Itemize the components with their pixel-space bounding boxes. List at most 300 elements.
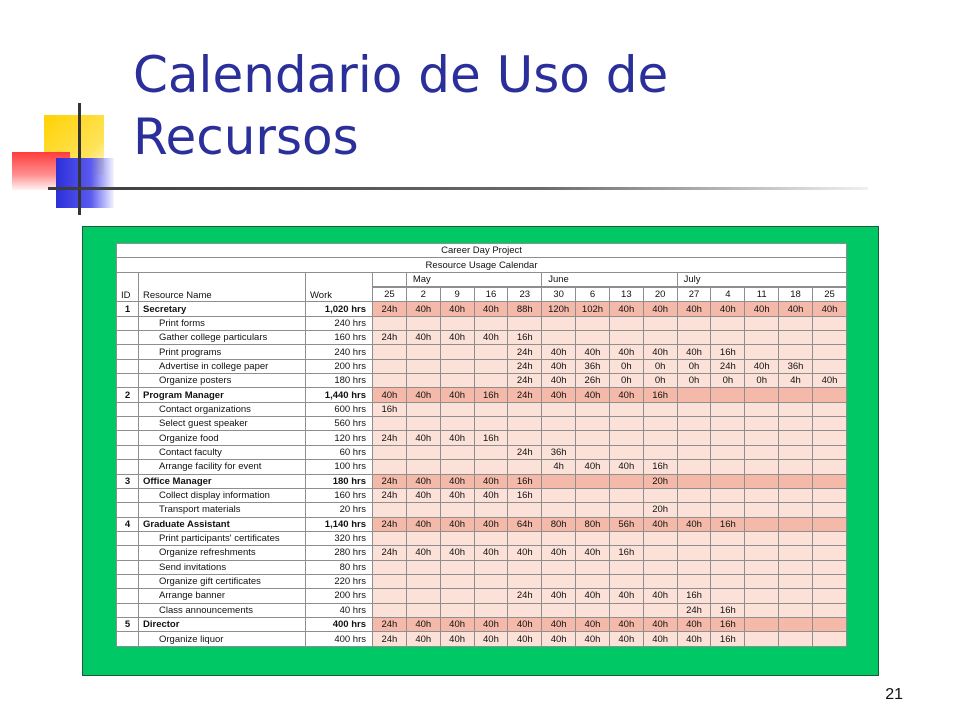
task-name: Contact faculty [139, 445, 306, 459]
month-label-june: June [542, 272, 677, 286]
work-hours: 240 hrs [306, 345, 373, 359]
row-id [117, 488, 139, 502]
usage-cell [373, 574, 407, 588]
task-name: Class announcements [139, 603, 306, 617]
usage-cell [576, 474, 610, 488]
usage-cell: 16h [711, 632, 745, 647]
usage-cell [711, 589, 745, 603]
usage-cell [508, 460, 542, 474]
row-id [117, 560, 139, 574]
usage-cell: 0h [677, 374, 711, 388]
usage-cell [576, 417, 610, 431]
calendar-table [116, 243, 847, 647]
resource-name: Office Manager [139, 474, 306, 488]
usage-cell [779, 488, 813, 502]
usage-cell: 40h [576, 546, 610, 560]
usage-cell [745, 488, 779, 502]
resource-summary-row [117, 302, 847, 316]
usage-cell [474, 417, 508, 431]
usage-cell: 16h [643, 460, 677, 474]
usage-cell [812, 359, 846, 373]
usage-cell [440, 345, 474, 359]
usage-cell: 16h [677, 589, 711, 603]
usage-cell: 24h [677, 603, 711, 617]
calendar-subtitle: Resource Usage Calendar [117, 258, 847, 272]
usage-cell [373, 603, 407, 617]
usage-cell [609, 431, 643, 445]
usage-cell [779, 316, 813, 330]
usage-cell: 16h [609, 546, 643, 560]
usage-cell [677, 417, 711, 431]
usage-cell [609, 417, 643, 431]
usage-cell: 40h [779, 302, 813, 316]
usage-cell: 40h [609, 460, 643, 474]
usage-cell [812, 617, 846, 631]
usage-cell: 40h [542, 546, 576, 560]
usage-cell [406, 445, 440, 459]
usage-cell: 40h [406, 331, 440, 345]
usage-cell: 40h [576, 345, 610, 359]
task-row [117, 574, 847, 588]
usage-cell: 40h [406, 431, 440, 445]
task-name: Organize gift certificates [139, 574, 306, 588]
usage-cell [474, 589, 508, 603]
usage-cell [779, 632, 813, 647]
usage-cell: 0h [745, 374, 779, 388]
usage-cell [440, 560, 474, 574]
usage-cell [812, 574, 846, 588]
task-name: Print participants' certificates [139, 531, 306, 545]
usage-cell [745, 460, 779, 474]
usage-cell [440, 402, 474, 416]
usage-cell [812, 445, 846, 459]
task-row [117, 560, 847, 574]
usage-cell [508, 560, 542, 574]
usage-cell [508, 503, 542, 517]
task-row [117, 345, 847, 359]
task-row [117, 503, 847, 517]
usage-cell [677, 388, 711, 402]
usage-cell [711, 445, 745, 459]
usage-cell: 40h [474, 546, 508, 560]
resource-name: Director [139, 617, 306, 631]
usage-cell [711, 417, 745, 431]
usage-cell: 120h [542, 302, 576, 316]
usage-cell: 0h [609, 359, 643, 373]
usage-cell [643, 574, 677, 588]
usage-cell [474, 560, 508, 574]
calendar-project-title: Career Day Project [117, 244, 847, 258]
task-name: Collect display information [139, 488, 306, 502]
usage-cell: 24h [711, 359, 745, 373]
row-id [117, 574, 139, 588]
row-id [117, 589, 139, 603]
usage-cell [373, 589, 407, 603]
usage-cell [677, 488, 711, 502]
usage-cell: 80h [576, 517, 610, 531]
usage-cell [576, 488, 610, 502]
usage-cell [609, 560, 643, 574]
usage-cell [609, 316, 643, 330]
usage-cell: 40h [406, 488, 440, 502]
usage-cell [406, 417, 440, 431]
work-hours: 100 hrs [306, 460, 373, 474]
usage-cell [779, 617, 813, 631]
usage-cell [745, 603, 779, 617]
row-id [117, 531, 139, 545]
usage-cell [812, 488, 846, 502]
usage-cell: 26h [576, 374, 610, 388]
usage-cell [576, 574, 610, 588]
task-row [117, 402, 847, 416]
usage-cell: 16h [711, 603, 745, 617]
usage-cell [711, 431, 745, 445]
usage-cell: 88h [508, 302, 542, 316]
task-row [117, 460, 847, 474]
usage-cell: 40h [643, 632, 677, 647]
usage-cell [745, 388, 779, 402]
week-label: 18 [779, 288, 813, 302]
usage-cell [677, 546, 711, 560]
usage-cell [440, 417, 474, 431]
usage-cell: 40h [440, 474, 474, 488]
usage-cell: 40h [609, 617, 643, 631]
usage-cell: 40h [542, 359, 576, 373]
task-name: Arrange facility for event [139, 460, 306, 474]
work-hours: 20 hrs [306, 503, 373, 517]
task-row [117, 488, 847, 502]
row-id [117, 417, 139, 431]
usage-cell: 40h [542, 388, 576, 402]
task-row [117, 316, 847, 330]
row-id [117, 503, 139, 517]
task-row [117, 632, 847, 647]
usage-cell [440, 460, 474, 474]
work-hours: 40 hrs [306, 603, 373, 617]
usage-cell: 40h [745, 359, 779, 373]
task-name: Send invitations [139, 560, 306, 574]
task-row [117, 431, 847, 445]
work-hours: 400 hrs [306, 632, 373, 647]
row-id [117, 445, 139, 459]
usage-cell: 40h [542, 617, 576, 631]
slide-title-line2: Recursos [133, 108, 359, 166]
row-id: 4 [117, 517, 139, 531]
usage-cell [406, 460, 440, 474]
slide-title-line1: Calendario de Uso de [133, 46, 669, 104]
usage-cell [609, 603, 643, 617]
week-label: 4 [711, 288, 745, 302]
usage-cell: 16h [508, 488, 542, 502]
usage-cell: 40h [677, 517, 711, 531]
week-label: 2 [406, 288, 440, 302]
usage-cell [474, 460, 508, 474]
task-row [117, 359, 847, 373]
usage-cell [745, 589, 779, 603]
usage-cell [542, 474, 576, 488]
usage-cell [373, 359, 407, 373]
usage-cell: 40h [812, 302, 846, 316]
usage-cell [812, 345, 846, 359]
usage-cell [576, 560, 610, 574]
usage-cell [643, 560, 677, 574]
usage-cell: 40h [440, 546, 474, 560]
usage-cell: 4h [779, 374, 813, 388]
usage-cell [406, 402, 440, 416]
usage-cell [812, 316, 846, 330]
usage-cell [440, 359, 474, 373]
usage-cell [406, 589, 440, 603]
usage-cell [745, 617, 779, 631]
usage-cell: 16h [508, 331, 542, 345]
task-name: Contact organizations [139, 402, 306, 416]
task-name: Arrange banner [139, 589, 306, 603]
usage-cell [474, 445, 508, 459]
usage-cell [779, 417, 813, 431]
usage-cell [779, 345, 813, 359]
usage-cell: 24h [508, 445, 542, 459]
usage-cell [677, 560, 711, 574]
usage-cell: 40h [677, 632, 711, 647]
task-row [117, 603, 847, 617]
usage-cell [474, 359, 508, 373]
usage-cell [440, 445, 474, 459]
usage-cell: 16h [474, 431, 508, 445]
usage-cell [677, 574, 711, 588]
usage-cell: 16h [373, 402, 407, 416]
usage-cell [609, 445, 643, 459]
usage-cell [745, 560, 779, 574]
usage-cell [542, 488, 576, 502]
usage-cell [677, 503, 711, 517]
usage-cell: 16h [711, 617, 745, 631]
usage-cell [711, 503, 745, 517]
task-name: Organize refreshments [139, 546, 306, 560]
usage-cell [711, 488, 745, 502]
usage-cell: 40h [542, 632, 576, 647]
work-hours: 200 hrs [306, 589, 373, 603]
usage-cell [812, 546, 846, 560]
usage-cell [779, 503, 813, 517]
usage-cell [779, 603, 813, 617]
usage-cell: 40h [609, 388, 643, 402]
usage-cell: 40h [406, 388, 440, 402]
work-hours: 400 hrs [306, 617, 373, 631]
usage-cell: 40h [474, 474, 508, 488]
task-row [117, 589, 847, 603]
usage-cell [406, 374, 440, 388]
task-name: Print forms [139, 316, 306, 330]
work-hours: 1,140 hrs [306, 517, 373, 531]
month-label-july: July [677, 272, 846, 286]
usage-cell [711, 560, 745, 574]
usage-cell [711, 546, 745, 560]
usage-cell [474, 503, 508, 517]
usage-cell [542, 417, 576, 431]
task-name: Organize posters [139, 374, 306, 388]
usage-cell: 40h [406, 474, 440, 488]
usage-cell [711, 402, 745, 416]
usage-cell [474, 603, 508, 617]
usage-cell [779, 517, 813, 531]
usage-cell: 40h [643, 302, 677, 316]
usage-cell [745, 517, 779, 531]
usage-cell [677, 474, 711, 488]
usage-cell [406, 503, 440, 517]
id-column-header: ID [117, 272, 139, 302]
resource-name: Program Manager [139, 388, 306, 402]
usage-cell: 40h [373, 388, 407, 402]
usage-cell: 0h [643, 374, 677, 388]
usage-cell [745, 345, 779, 359]
usage-cell [711, 316, 745, 330]
work-hours: 120 hrs [306, 431, 373, 445]
ornament-vertical-line [78, 103, 81, 215]
usage-cell: 16h [711, 345, 745, 359]
usage-cell [677, 531, 711, 545]
usage-cell [508, 603, 542, 617]
title-underline [48, 187, 868, 190]
usage-cell: 24h [373, 546, 407, 560]
usage-cell: 24h [373, 331, 407, 345]
row-id [117, 431, 139, 445]
usage-cell [609, 402, 643, 416]
week-label: 16 [474, 288, 508, 302]
usage-cell [373, 503, 407, 517]
work-hours: 160 hrs [306, 331, 373, 345]
week-label: 11 [745, 288, 779, 302]
usage-cell [812, 417, 846, 431]
usage-cell: 40h [440, 488, 474, 502]
usage-cell [779, 574, 813, 588]
work-hours: 600 hrs [306, 402, 373, 416]
usage-cell [643, 546, 677, 560]
usage-cell [812, 517, 846, 531]
usage-cell [542, 531, 576, 545]
usage-cell [745, 632, 779, 647]
usage-cell: 16h [711, 517, 745, 531]
row-id [117, 546, 139, 560]
work-hours: 320 hrs [306, 531, 373, 545]
usage-cell: 40h [474, 517, 508, 531]
usage-cell [576, 603, 610, 617]
row-id [117, 402, 139, 416]
resource-summary-row [117, 474, 847, 488]
usage-cell [609, 503, 643, 517]
usage-cell: 0h [643, 359, 677, 373]
week-label: 25 [812, 288, 846, 302]
usage-cell: 40h [812, 374, 846, 388]
usage-cell: 40h [609, 589, 643, 603]
usage-cell [711, 388, 745, 402]
week-label: 27 [677, 288, 711, 302]
usage-cell: 24h [508, 345, 542, 359]
usage-cell [542, 316, 576, 330]
task-row [117, 417, 847, 431]
usage-cell [406, 574, 440, 588]
month-header-row [117, 272, 847, 286]
work-hours: 280 hrs [306, 546, 373, 560]
work-hours: 180 hrs [306, 474, 373, 488]
usage-cell [406, 359, 440, 373]
usage-cell [779, 388, 813, 402]
usage-cell: 36h [542, 445, 576, 459]
week-label: 25 [373, 288, 407, 302]
usage-cell [440, 503, 474, 517]
usage-cell: 16h [643, 388, 677, 402]
usage-cell: 40h [440, 517, 474, 531]
usage-cell: 56h [609, 517, 643, 531]
resource-name: Graduate Assistant [139, 517, 306, 531]
usage-cell [711, 460, 745, 474]
usage-cell [576, 316, 610, 330]
usage-cell [643, 603, 677, 617]
usage-cell: 24h [373, 517, 407, 531]
row-id [117, 603, 139, 617]
usage-cell: 20h [643, 503, 677, 517]
usage-cell: 40h [711, 302, 745, 316]
usage-cell [677, 316, 711, 330]
usage-cell: 40h [440, 617, 474, 631]
usage-cell: 40h [643, 345, 677, 359]
usage-cell [440, 589, 474, 603]
resource-name-column-header: Resource Name [139, 272, 306, 302]
usage-cell [474, 531, 508, 545]
resource-summary-row [117, 617, 847, 631]
usage-cell: 40h [406, 302, 440, 316]
work-hours: 240 hrs [306, 316, 373, 330]
usage-cell [576, 503, 610, 517]
usage-cell: 40h [440, 388, 474, 402]
usage-cell: 102h [576, 302, 610, 316]
usage-cell [542, 431, 576, 445]
usage-cell [474, 345, 508, 359]
usage-cell: 24h [373, 431, 407, 445]
usage-cell [812, 474, 846, 488]
usage-cell [812, 331, 846, 345]
usage-cell [779, 331, 813, 345]
task-name: Print programs [139, 345, 306, 359]
usage-cell: 40h [542, 345, 576, 359]
usage-cell [745, 531, 779, 545]
usage-cell [474, 574, 508, 588]
usage-cell: 40h [474, 632, 508, 647]
ornament-blue-square [56, 158, 114, 208]
usage-cell [440, 531, 474, 545]
row-id [117, 460, 139, 474]
usage-cell [643, 531, 677, 545]
slide-title [133, 44, 668, 168]
usage-cell [677, 331, 711, 345]
usage-cell: 40h [542, 374, 576, 388]
usage-cell [440, 374, 474, 388]
usage-cell [779, 445, 813, 459]
usage-cell: 40h [643, 617, 677, 631]
usage-cell [373, 374, 407, 388]
task-row [117, 331, 847, 345]
usage-cell [643, 417, 677, 431]
usage-cell [373, 417, 407, 431]
usage-cell [474, 316, 508, 330]
usage-cell [609, 331, 643, 345]
usage-cell: 40h [576, 617, 610, 631]
usage-cell: 40h [745, 302, 779, 316]
usage-cell: 24h [373, 632, 407, 647]
task-row [117, 445, 847, 459]
work-hours: 220 hrs [306, 574, 373, 588]
usage-cell [745, 402, 779, 416]
work-hours: 180 hrs [306, 374, 373, 388]
